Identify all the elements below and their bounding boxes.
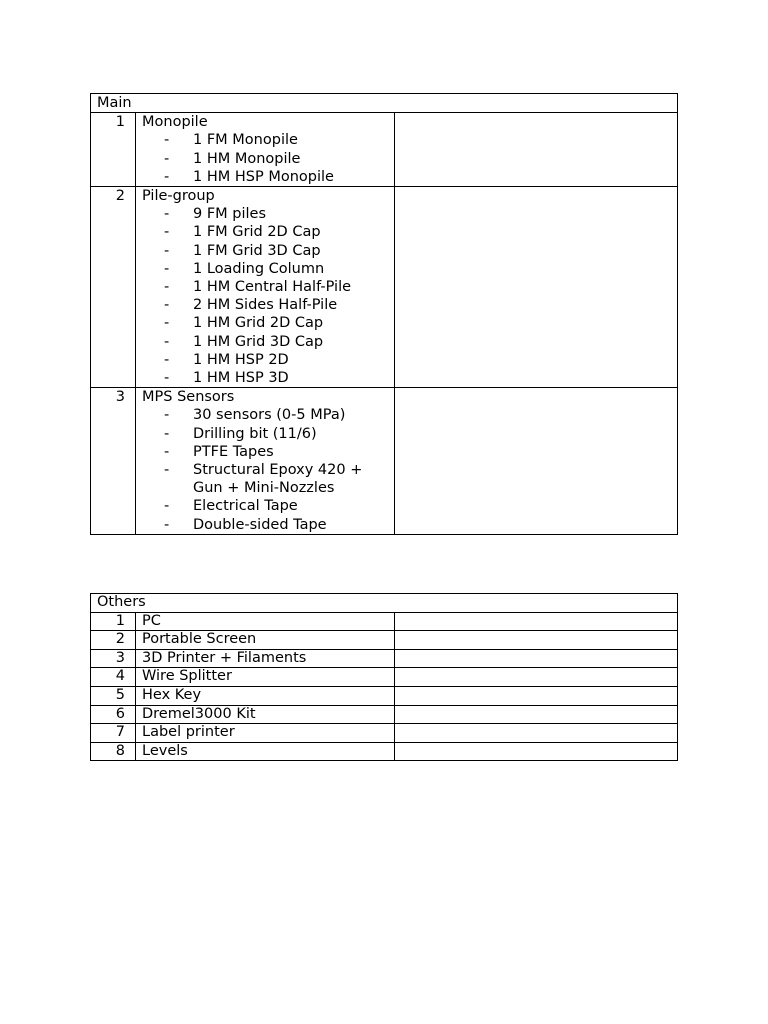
row-title: Monopile <box>142 114 208 131</box>
table-row <box>91 724 678 743</box>
list-item-text: PTFE Tapes <box>193 443 274 460</box>
row-label: PC <box>136 612 395 631</box>
main-equipment-table <box>90 93 678 535</box>
list-item-text: Double-sided Tape <box>193 516 327 533</box>
blank-cell <box>395 742 678 761</box>
row-title: Pile-group <box>142 188 215 205</box>
row-number: 1 <box>91 612 136 631</box>
bullet-dash: - <box>164 168 170 185</box>
bullet-dash: - <box>164 498 170 515</box>
list-item <box>142 296 394 314</box>
row-number: 7 <box>91 724 136 743</box>
blank-cell <box>395 388 678 535</box>
list-item <box>142 278 394 296</box>
bullet-dash: - <box>164 150 170 167</box>
row-label: Dremel3000 Kit <box>136 705 395 724</box>
list-item-text: 30 sensors (0-5 MPa) <box>193 407 346 424</box>
list-item-text: 1 HM Grid 3D Cap <box>193 333 324 350</box>
others-table-header-row <box>91 594 678 613</box>
list-item <box>142 333 394 351</box>
bullet-dash: - <box>164 315 170 332</box>
row-item-cell <box>136 113 395 187</box>
list-item-text: 1 HM Grid 2D Cap <box>193 315 324 332</box>
list-item-text: 2 HM Sides Half-Pile <box>193 297 338 314</box>
row-number: 6 <box>91 705 136 724</box>
list-item <box>142 131 394 149</box>
list-item <box>142 314 394 332</box>
bullet-dash: - <box>164 462 170 479</box>
row-item-cell <box>136 187 395 388</box>
row-number: 8 <box>91 742 136 761</box>
row-title: MPS Sensors <box>142 389 235 406</box>
table-row <box>91 631 678 650</box>
row-number: 4 <box>91 668 136 687</box>
list-item <box>142 223 394 241</box>
list-item-text: Structural Epoxy 420 + Gun + Mini-Nozzles <box>193 462 363 497</box>
list-item-text: 1 FM Grid 2D Cap <box>193 224 321 241</box>
list-item <box>142 516 394 534</box>
list-item <box>142 497 394 515</box>
table-row <box>91 686 678 705</box>
main-table-header: Main <box>91 94 678 113</box>
list-item <box>142 351 394 369</box>
row-item-cell <box>136 388 395 535</box>
blank-cell <box>395 724 678 743</box>
list-item-text: 1 HM Monopile <box>193 150 301 167</box>
sub-item-list <box>142 205 394 387</box>
blank-cell <box>395 668 678 687</box>
list-item <box>142 443 394 461</box>
bullet-dash: - <box>164 516 170 533</box>
list-item <box>142 242 394 260</box>
list-item-text: 1 FM Monopile <box>193 132 298 149</box>
row-label: Label printer <box>136 724 395 743</box>
others-equipment-table <box>90 593 678 761</box>
bullet-dash: - <box>164 297 170 314</box>
bullet-dash: - <box>164 132 170 149</box>
blank-cell <box>395 612 678 631</box>
bullet-dash: - <box>164 279 170 296</box>
main-table-header-row <box>91 94 678 113</box>
sub-item-list <box>142 406 394 533</box>
blank-cell <box>395 187 678 388</box>
list-item <box>142 461 394 497</box>
bullet-dash: - <box>164 351 170 368</box>
blank-cell <box>395 113 678 187</box>
table-row <box>91 388 678 535</box>
bullet-dash: - <box>164 370 170 387</box>
bullet-dash: - <box>164 443 170 460</box>
list-item <box>142 150 394 168</box>
list-item <box>142 205 394 223</box>
table-row <box>91 113 678 187</box>
list-item-text: Electrical Tape <box>193 498 298 515</box>
table-row <box>91 187 678 388</box>
bullet-dash: - <box>164 242 170 259</box>
list-item <box>142 168 394 186</box>
table-row <box>91 612 678 631</box>
bullet-dash: - <box>164 425 170 442</box>
list-item-text: 1 HM HSP Monopile <box>193 168 334 185</box>
row-label: Wire Splitter <box>136 668 395 687</box>
row-number: 1 <box>91 113 136 187</box>
table-row <box>91 649 678 668</box>
row-number: 3 <box>91 649 136 668</box>
bullet-dash: - <box>164 333 170 350</box>
list-item-text: 9 FM piles <box>193 206 267 223</box>
row-number: 2 <box>91 187 136 388</box>
others-table-header: Others <box>91 594 678 613</box>
table-row <box>91 668 678 687</box>
blank-cell <box>395 631 678 650</box>
list-item-text: 1 HM HSP 3D <box>193 370 289 387</box>
sub-item-list <box>142 131 394 186</box>
list-item-text: 1 HM Central Half-Pile <box>193 279 352 296</box>
bullet-dash: - <box>164 206 170 223</box>
row-label: Portable Screen <box>136 631 395 650</box>
bullet-dash: - <box>164 407 170 424</box>
row-label: 3D Printer + Filaments <box>136 649 395 668</box>
row-number: 3 <box>91 388 136 535</box>
row-label: Hex Key <box>136 686 395 705</box>
table-row <box>91 742 678 761</box>
list-item <box>142 260 394 278</box>
blank-cell <box>395 705 678 724</box>
table-row <box>91 705 678 724</box>
list-item <box>142 406 394 424</box>
blank-cell <box>395 649 678 668</box>
blank-cell <box>395 686 678 705</box>
bullet-dash: - <box>164 224 170 241</box>
row-number: 2 <box>91 631 136 650</box>
row-number: 5 <box>91 686 136 705</box>
list-item <box>142 425 394 443</box>
bullet-dash: - <box>164 260 170 277</box>
list-item-text: 1 HM HSP 2D <box>193 351 289 368</box>
list-item-text: Drilling bit (11/6) <box>193 425 317 442</box>
row-label: Levels <box>136 742 395 761</box>
list-item-text: 1 FM Grid 3D Cap <box>193 242 321 259</box>
list-item <box>142 369 394 387</box>
list-item-text: 1 Loading Column <box>193 260 325 277</box>
